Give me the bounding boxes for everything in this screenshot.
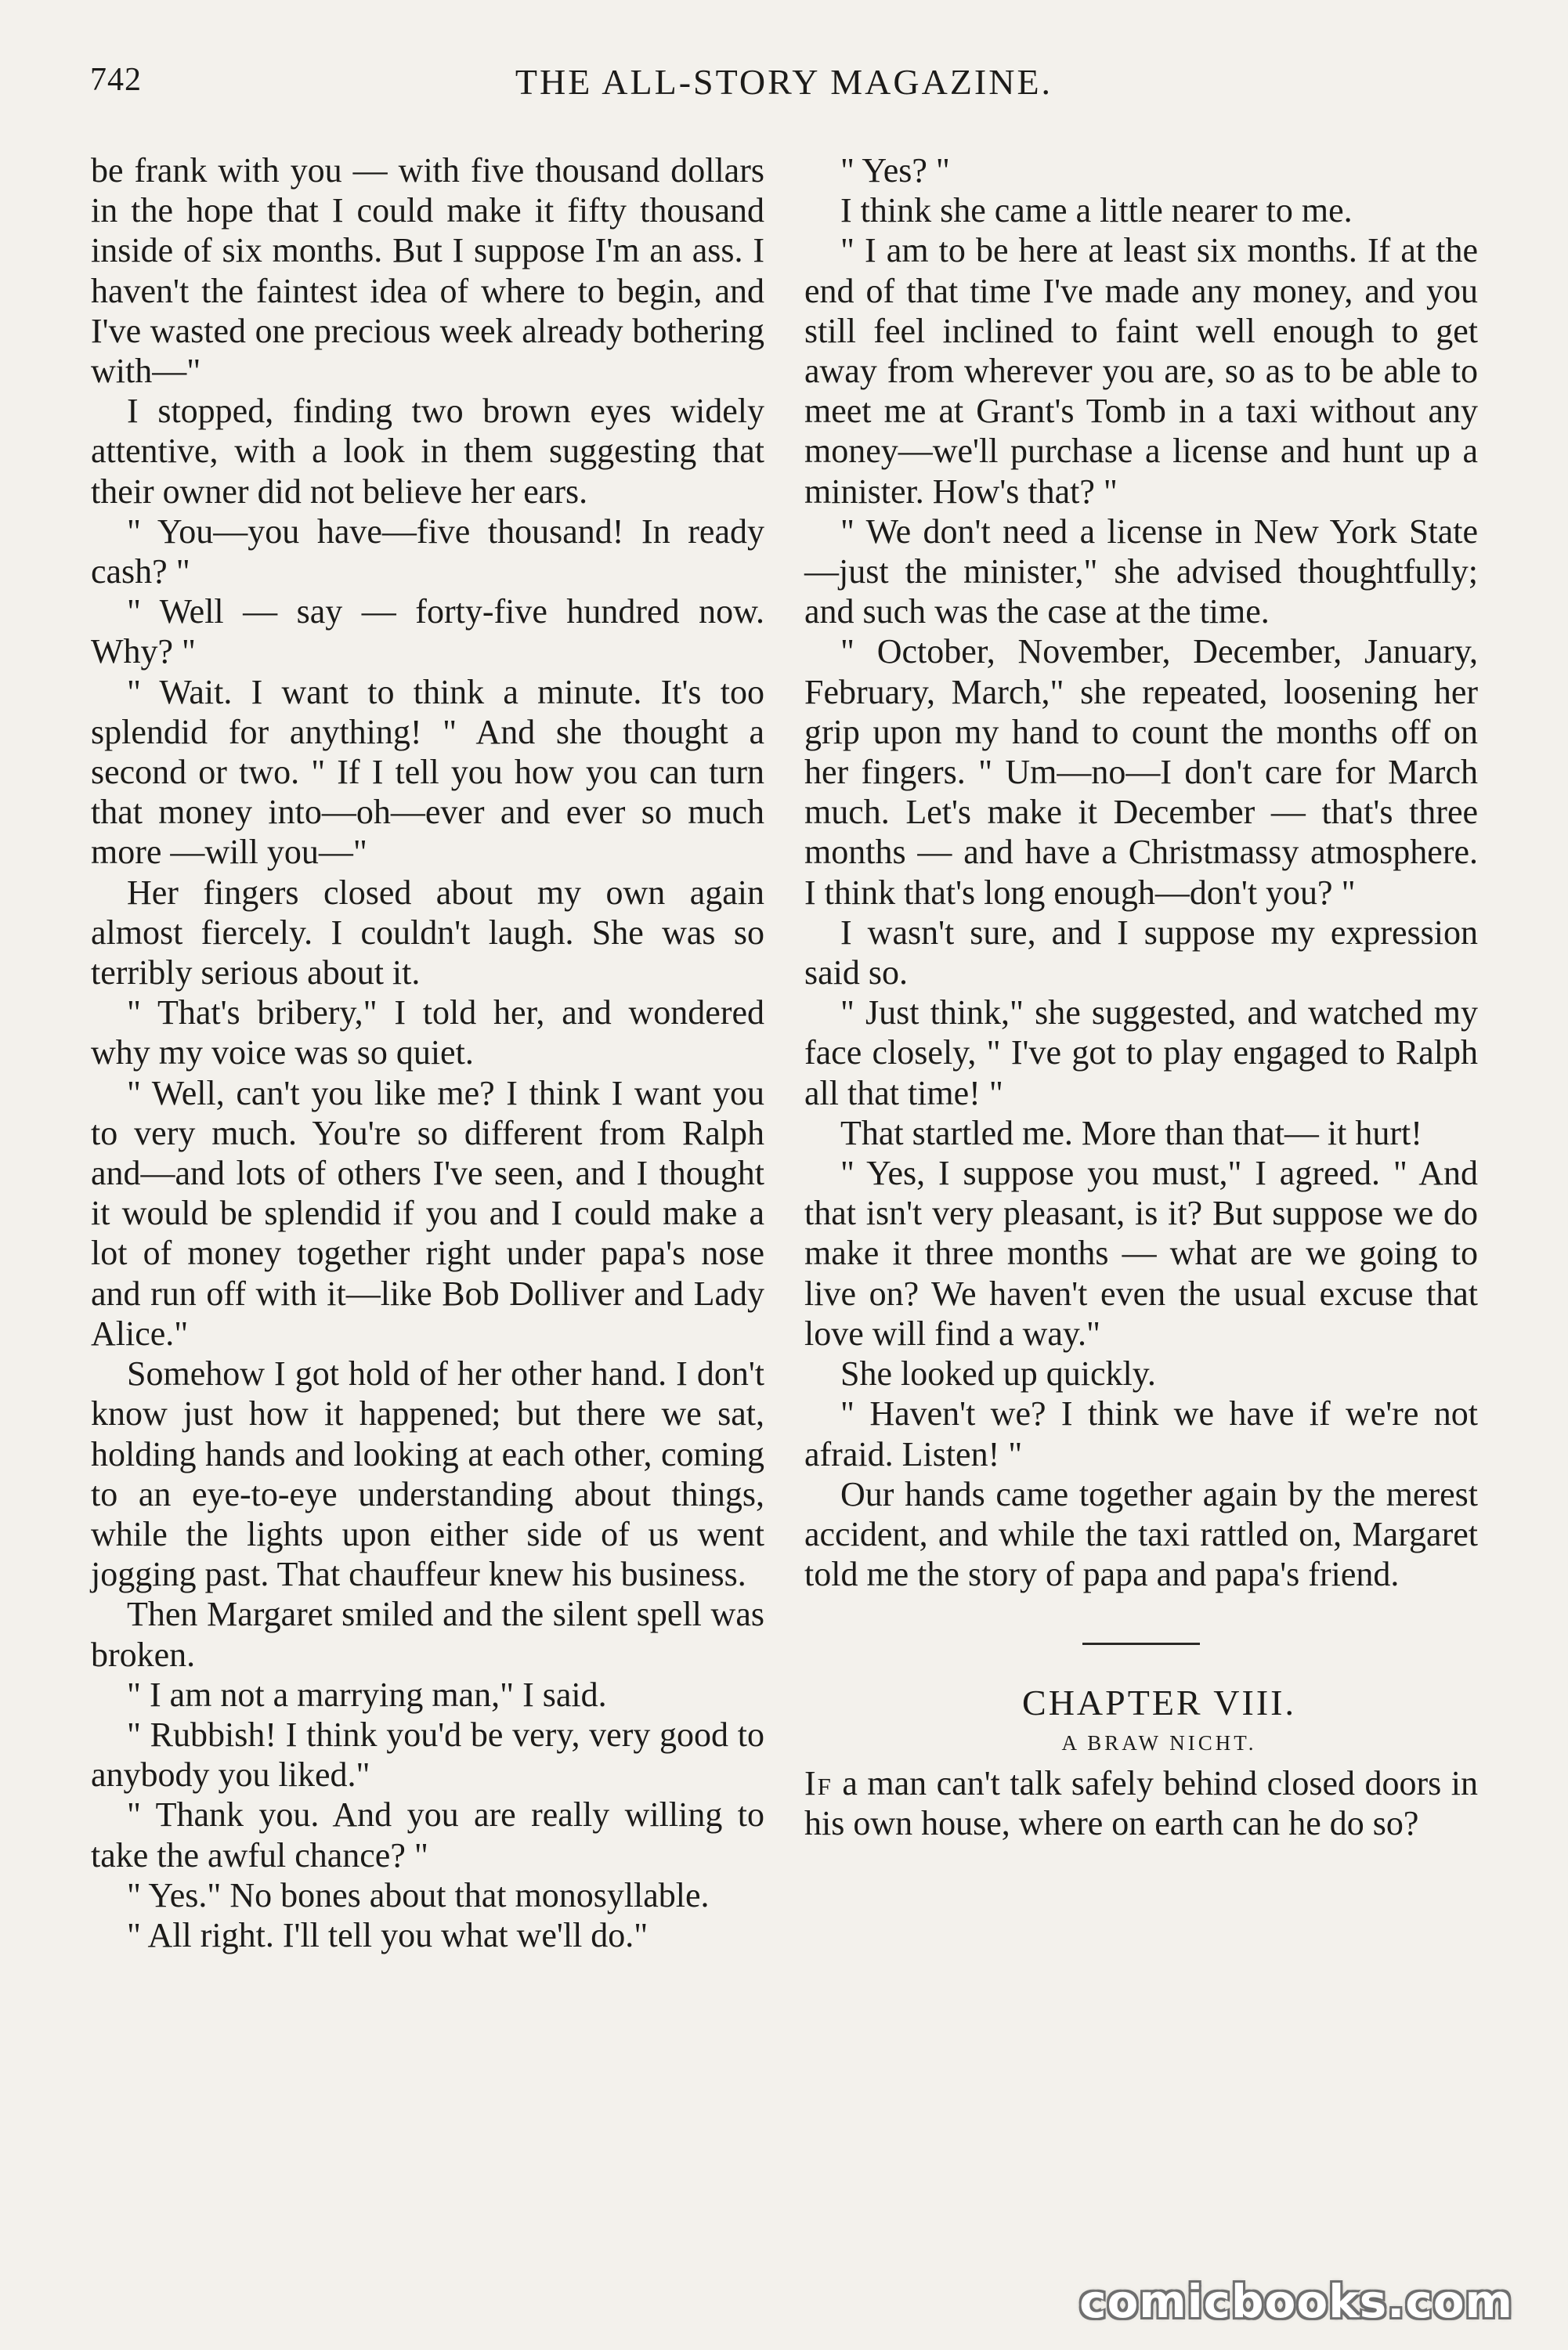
- watermark: comicbooks.com: [1079, 2275, 1513, 2328]
- page-header: [90, 61, 1478, 116]
- paragraph: " Haven't we? I think we have if we're not afraid. Listen! ": [804, 1394, 1478, 1473]
- opening-word: If: [804, 1763, 833, 1802]
- paragraph: I stopped, finding two brown eyes widely attentive, with a look in them suggesting that their owner did not believe her ears.: [91, 392, 764, 511]
- page-number: 742: [90, 62, 142, 98]
- paragraph: " I am not a marrying man," I said.: [127, 1675, 607, 1714]
- paragraph: " Well — say — forty-five hundred now. Why? ": [91, 592, 764, 671]
- paragraph: " We don't need a license in New York State—just the minister," she advised thoughtfully; and such was the case at the time.: [804, 512, 1478, 631]
- paragraph: " Rubbish! I think you'd be very, very good to anybody you liked.": [91, 1715, 764, 1795]
- paragraph: " Thank you. And you are really willing to take the awful chance? ": [91, 1795, 764, 1875]
- left-column: [91, 150, 764, 1955]
- paragraph: " All right. I'll tell you what we'll do.": [127, 1915, 649, 1954]
- chapter-divider: [1082, 1643, 1200, 1645]
- running-title: THE ALL-STORY MAGAZINE.: [515, 62, 1053, 102]
- chapter-heading: CHAPTER VIII.: [1022, 1683, 1296, 1723]
- paragraph: Our hands came together again by the merest accident, and while the taxi rattled on, Margaret told me the story of papa and papa's friend.: [804, 1474, 1478, 1594]
- paragraph: " October, November, December, January, February, March," she repeated, loosening her grip upon my hand to count the months off on her fingers. " Um—no—I don't care for March much. Let's make it December — that's three months — and have a Christmassy atmosphere. I think that's long enough—don't you? ": [804, 632, 1478, 912]
- paragraph: " Yes." No bones about that monosyllable.: [127, 1875, 710, 1914]
- paragraph: Then Margaret smiled and the silent spell was broken.: [91, 1595, 764, 1674]
- paragraph: Her fingers closed about my own again almost fiercely. I couldn't laugh. She was so terribly serious about it.: [91, 873, 764, 992]
- chapter-subtitle: A BRAW NICHT.: [1061, 1730, 1257, 1755]
- paragraph: " Just think," she suggested, and watched my face closely, " I've got to play engaged to Ralph all that time! ": [804, 993, 1478, 1112]
- paragraph: " That's bribery," I told her, and wondered why my voice was so quiet.: [91, 993, 764, 1072]
- chapter-opening-paragraph: [804, 1763, 1478, 1843]
- paragraph: be frank with you — with five thousand dollars in the hope that I could make it fifty thousand inside of six months. But I suppose I'm an ass. I haven't the faintest idea of where to begin, and I've wasted one precious week already bothering with—": [91, 151, 764, 391]
- right-column: [804, 150, 1478, 1843]
- paragraph: I think she came a little nearer to me.: [840, 191, 1353, 230]
- paragraph: " Yes? ": [840, 151, 950, 190]
- opening-text: a man can't talk safely behind closed doors in his own house, where on earth can he do so?: [804, 1763, 1478, 1842]
- paragraph: I wasn't sure, and I suppose my expression said so.: [804, 913, 1478, 992]
- paragraph: " You—you have—five thousand! In ready cash? ": [91, 512, 764, 591]
- paragraph: " Yes, I suppose you must," I agreed. " And that isn't very pleasant, is it? But suppose we do make it three months — what are we going to live on? We haven't even the usual excuse that love will find a way.": [804, 1154, 1478, 1353]
- paragraph: " I am to be here at least six months. If at the end of that time I've made any money, and you still feel inclined to faint well enough to get away from wherever you are, so as to be able to meet me at Grant's Tomb in a taxi without any money—we'll purchase a license and hunt up a minister. How's that? ": [804, 231, 1478, 511]
- paragraph: That startled me. More than that— it hurt!: [840, 1113, 1422, 1152]
- paragraph: Somehow I got hold of her other hand. I don't know just how it happened; but there we sat, holding hands and looking at each other, coming to an eye-to-eye understanding about things, while the lights upon either side of us went jogging past. That chauffeur knew his business.: [91, 1354, 764, 1594]
- paragraph: " Wait. I want to think a minute. It's too splendid for anything! " And she thought a second or two. " If I tell you how you can turn that money into—oh—ever and ever so much more —will you—": [91, 672, 764, 872]
- paragraph: She looked up quickly.: [840, 1354, 1156, 1394]
- paragraph: " Well, can't you like me? I think I want you to very much. You're so different from Ralph and—and lots of others I've seen, and I thought it would be splendid if you and I could make a lot of money together right under papa's nose and run off with it—like Bob Dolliver and Lady Alice.": [91, 1073, 764, 1353]
